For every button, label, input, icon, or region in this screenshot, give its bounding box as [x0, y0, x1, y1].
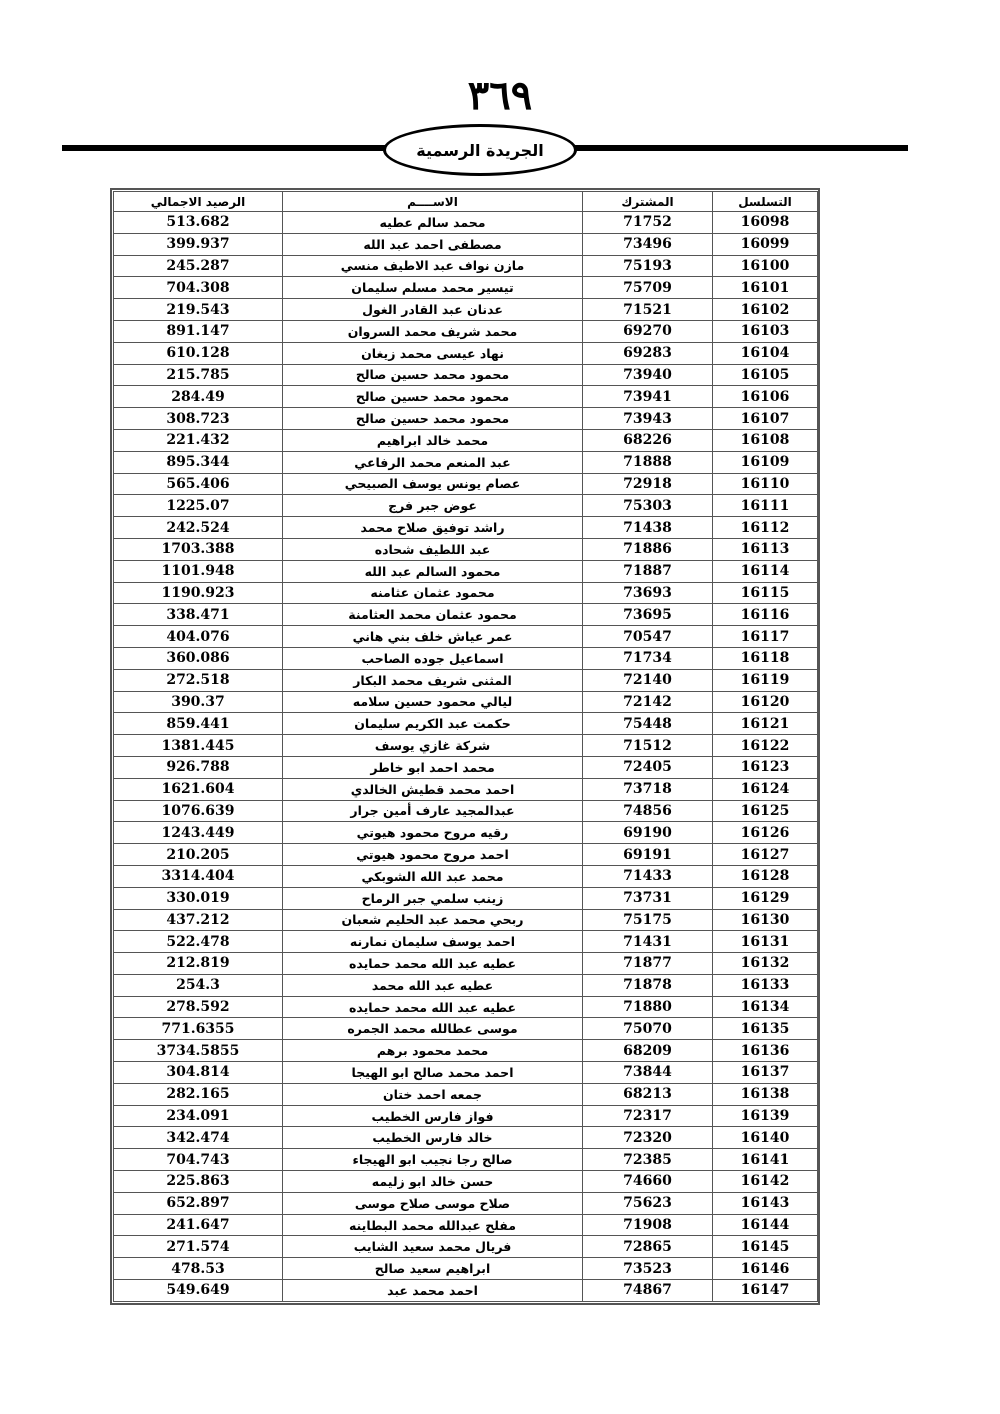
cell-seq: 16117: [713, 626, 818, 648]
cell-subscriber: 73695: [583, 604, 713, 626]
cell-subscriber: 74867: [583, 1280, 713, 1302]
cell-seq: 16121: [713, 713, 818, 735]
cell-name: عطيه عبد الله محمد حمايده: [283, 953, 583, 975]
cell-subscriber: 73523: [583, 1258, 713, 1280]
cell-balance: 308.723: [114, 408, 283, 430]
cell-name: ليالي محمود حسين سلامه: [283, 691, 583, 713]
cell-seq: 16135: [713, 1018, 818, 1040]
cell-name: نهاد عيسى محمد زيغان: [283, 342, 583, 364]
cell-balance: 1076.639: [114, 800, 283, 822]
table-row: [114, 1214, 818, 1236]
table-row: [114, 1062, 818, 1084]
cell-seq: 16146: [713, 1258, 818, 1280]
cell-subscriber: 71433: [583, 865, 713, 887]
gazette-title: الجريدة الرسمية: [416, 140, 544, 160]
cell-balance: 1101.948: [114, 560, 283, 582]
cell-seq: 16119: [713, 669, 818, 691]
table-row: [114, 1149, 818, 1171]
table-row: [114, 538, 818, 560]
cell-seq: 16144: [713, 1214, 818, 1236]
cell-subscriber: 72405: [583, 756, 713, 778]
cell-subscriber: 75709: [583, 277, 713, 299]
table-row: [114, 299, 818, 321]
cell-name: عصام يونس يوسف الصبيحي: [283, 473, 583, 495]
table-row: [114, 451, 818, 473]
cell-seq: 16127: [713, 844, 818, 866]
cell-name: عبدالمجيد عارف أمين جرار: [283, 800, 583, 822]
cell-seq: 16145: [713, 1236, 818, 1258]
cell-subscriber: 72865: [583, 1236, 713, 1258]
cell-balance: 241.647: [114, 1214, 283, 1236]
cell-name: ربحي محمد عبد الحليم شعبان: [283, 909, 583, 931]
cell-subscriber: 73943: [583, 408, 713, 430]
cell-name: عطيه عبد الله محمد حمايده: [283, 996, 583, 1018]
cell-seq: 16109: [713, 451, 818, 473]
cell-name: احمد يوسف سليمان نمارنه: [283, 931, 583, 953]
cell-seq: 16123: [713, 756, 818, 778]
table-row: [114, 909, 818, 931]
cell-balance: 926.788: [114, 756, 283, 778]
cell-balance: 891.147: [114, 320, 283, 342]
cell-name: ابراهيم سعيد صالح: [283, 1258, 583, 1280]
cell-balance: 304.814: [114, 1062, 283, 1084]
cell-name: خالد فارس الخطيب: [283, 1127, 583, 1149]
cell-seq: 16106: [713, 386, 818, 408]
cell-subscriber: 71888: [583, 451, 713, 473]
cell-name: حسن خالد ابو زليمه: [283, 1171, 583, 1193]
cell-balance: 704.743: [114, 1149, 283, 1171]
cell-balance: 549.649: [114, 1280, 283, 1302]
table-row: [114, 996, 818, 1018]
cell-balance: 404.076: [114, 626, 283, 648]
cell-seq: 16147: [713, 1280, 818, 1302]
cell-balance: 210.205: [114, 844, 283, 866]
table-row: [114, 1280, 818, 1302]
cell-subscriber: 69191: [583, 844, 713, 866]
cell-name: عبد اللطيف شحاده: [283, 538, 583, 560]
cell-subscriber: 68226: [583, 429, 713, 451]
cell-balance: 513.682: [114, 212, 283, 234]
table-row: [114, 1258, 818, 1280]
table-row: [114, 320, 818, 342]
table-row: [114, 713, 818, 735]
cell-seq: 16101: [713, 277, 818, 299]
cell-subscriber: 71752: [583, 212, 713, 234]
cell-balance: 478.53: [114, 1258, 283, 1280]
cell-name: محمد خالد ابراهيم: [283, 429, 583, 451]
cell-name: حكمت عبد الكريم سليمان: [283, 713, 583, 735]
cell-name: محمود السالم عبد الله: [283, 560, 583, 582]
cell-subscriber: 73496: [583, 233, 713, 255]
cell-subscriber: 73844: [583, 1062, 713, 1084]
table-header-row: [114, 192, 818, 212]
table-row: [114, 887, 818, 909]
table-row: [114, 756, 818, 778]
table-row: [114, 560, 818, 582]
cell-name: عبد المنعم محمد الرفاعي: [283, 451, 583, 473]
cell-name: محمد احمد ابو خاطر: [283, 756, 583, 778]
cell-name: محمود محمد حسين صالح: [283, 364, 583, 386]
cell-seq: 16105: [713, 364, 818, 386]
cell-balance: 3734.5855: [114, 1040, 283, 1062]
table-row: [114, 974, 818, 996]
cell-seq: 16102: [713, 299, 818, 321]
table-row: [114, 342, 818, 364]
cell-name: جمعه احمد ختان: [283, 1083, 583, 1105]
cell-balance: 330.019: [114, 887, 283, 909]
cell-name: محمد محمود برهم: [283, 1040, 583, 1062]
table-row: [114, 669, 818, 691]
cell-name: احمد محمد صالح ابو الهيجا: [283, 1062, 583, 1084]
cell-balance: 282.165: [114, 1083, 283, 1105]
cell-name: تيسير محمد مسلم سليمان: [283, 277, 583, 299]
cell-subscriber: 72142: [583, 691, 713, 713]
cell-balance: 390.37: [114, 691, 283, 713]
cell-subscriber: 72385: [583, 1149, 713, 1171]
cell-seq: 16126: [713, 822, 818, 844]
cell-seq: 16142: [713, 1171, 818, 1193]
cell-balance: 1190.923: [114, 582, 283, 604]
cell-balance: 1225.07: [114, 495, 283, 517]
cell-balance: 254.3: [114, 974, 283, 996]
header-name: الاســــم: [283, 192, 583, 212]
cell-seq: 16129: [713, 887, 818, 909]
table-row: [114, 1105, 818, 1127]
cell-seq: 16103: [713, 320, 818, 342]
table-row: [114, 778, 818, 800]
cell-balance: 704.308: [114, 277, 283, 299]
table-row: [114, 277, 818, 299]
header-balance: الرصيد الاجمالي: [114, 192, 283, 212]
cell-subscriber: 75175: [583, 909, 713, 931]
cell-subscriber: 75623: [583, 1192, 713, 1214]
cell-seq: 16125: [713, 800, 818, 822]
table-row: [114, 953, 818, 975]
cell-name: شركة غازي يوسف: [283, 735, 583, 757]
table-row: [114, 822, 818, 844]
cell-seq: 16136: [713, 1040, 818, 1062]
cell-subscriber: 73941: [583, 386, 713, 408]
cell-seq: 16140: [713, 1127, 818, 1149]
table-row: [114, 844, 818, 866]
table-row: [114, 517, 818, 539]
cell-subscriber: 75070: [583, 1018, 713, 1040]
cell-seq: 16113: [713, 538, 818, 560]
cell-balance: 565.406: [114, 473, 283, 495]
cell-name: محمود محمد حسين صالح: [283, 386, 583, 408]
cell-seq: 16108: [713, 429, 818, 451]
table-row: [114, 931, 818, 953]
cell-subscriber: 71908: [583, 1214, 713, 1236]
cell-subscriber: 71886: [583, 538, 713, 560]
cell-seq: 16143: [713, 1192, 818, 1214]
cell-seq: 16116: [713, 604, 818, 626]
cell-subscriber: 75193: [583, 255, 713, 277]
cell-name: عمر عياش خلف بني هاني: [283, 626, 583, 648]
cell-seq: 16128: [713, 865, 818, 887]
cell-name: مصطفى احمد عبد الله: [283, 233, 583, 255]
gazette-title-oval: [383, 124, 577, 176]
cell-balance: 437.212: [114, 909, 283, 931]
cell-subscriber: 69283: [583, 342, 713, 364]
cell-name: محمود محمد حسين صالح: [283, 408, 583, 430]
cell-seq: 16138: [713, 1083, 818, 1105]
table-row: [114, 647, 818, 669]
cell-subscriber: 70547: [583, 626, 713, 648]
cell-seq: 16124: [713, 778, 818, 800]
cell-name: محمد عبد الله الشوبكي: [283, 865, 583, 887]
table-row: [114, 691, 818, 713]
cell-name: المثنى شريف محمد البكار: [283, 669, 583, 691]
cell-balance: 342.474: [114, 1127, 283, 1149]
cell-name: عوض جبر فرج: [283, 495, 583, 517]
cell-balance: 1621.604: [114, 778, 283, 800]
cell-seq: 16141: [713, 1149, 818, 1171]
cell-subscriber: 73693: [583, 582, 713, 604]
cell-balance: 522.478: [114, 931, 283, 953]
cell-subscriber: 71887: [583, 560, 713, 582]
cell-balance: 895.344: [114, 451, 283, 473]
cell-balance: 219.543: [114, 299, 283, 321]
cell-seq: 16139: [713, 1105, 818, 1127]
cell-subscriber: 69270: [583, 320, 713, 342]
cell-balance: 360.086: [114, 647, 283, 669]
cell-seq: 16112: [713, 517, 818, 539]
cell-name: احمد مروح محمود هيوتي: [283, 844, 583, 866]
cell-seq: 16130: [713, 909, 818, 931]
cell-name: راشد توفيق صلاح محمد: [283, 517, 583, 539]
cell-balance: 1703.388: [114, 538, 283, 560]
table-row: [114, 582, 818, 604]
cell-balance: 399.937: [114, 233, 283, 255]
cell-seq: 16107: [713, 408, 818, 430]
table-row: [114, 473, 818, 495]
cell-subscriber: 73731: [583, 887, 713, 909]
page-number: ٣٦٩: [467, 72, 533, 119]
cell-balance: 1381.445: [114, 735, 283, 757]
cell-name: احمد محمد عبد: [283, 1280, 583, 1302]
cell-balance: 859.441: [114, 713, 283, 735]
cell-name: محمد سالم عطيه: [283, 212, 583, 234]
table-row: [114, 1018, 818, 1040]
cell-seq: 16099: [713, 233, 818, 255]
cell-seq: 16120: [713, 691, 818, 713]
table-row: [114, 865, 818, 887]
cell-balance: 271.574: [114, 1236, 283, 1258]
table-row: [114, 1040, 818, 1062]
cell-balance: 771.6355: [114, 1018, 283, 1040]
cell-balance: 284.49: [114, 386, 283, 408]
table-row: [114, 212, 818, 234]
table-row: [114, 255, 818, 277]
cell-name: محمد شريف محمد السروان: [283, 320, 583, 342]
cell-name: عطيه عبد الله محمد: [283, 974, 583, 996]
table-row: [114, 626, 818, 648]
table-row: [114, 429, 818, 451]
table-row: [114, 1083, 818, 1105]
subscribers-table-frame: [110, 188, 820, 1305]
cell-name: رقيه مروح محمود هيوتي: [283, 822, 583, 844]
cell-seq: 16098: [713, 212, 818, 234]
table-row: [114, 1236, 818, 1258]
cell-seq: 16122: [713, 735, 818, 757]
cell-seq: 16111: [713, 495, 818, 517]
cell-name: فواز فارس الخطيب: [283, 1105, 583, 1127]
cell-balance: 652.897: [114, 1192, 283, 1214]
cell-subscriber: 68213: [583, 1083, 713, 1105]
cell-seq: 16133: [713, 974, 818, 996]
cell-balance: 212.819: [114, 953, 283, 975]
cell-subscriber: 68209: [583, 1040, 713, 1062]
cell-subscriber: 72317: [583, 1105, 713, 1127]
cell-seq: 16131: [713, 931, 818, 953]
cell-balance: 242.524: [114, 517, 283, 539]
cell-balance: 278.592: [114, 996, 283, 1018]
cell-subscriber: 72140: [583, 669, 713, 691]
cell-subscriber: 71438: [583, 517, 713, 539]
cell-seq: 16100: [713, 255, 818, 277]
table-row: [114, 1171, 818, 1193]
table-body: [114, 212, 818, 1302]
cell-balance: 225.863: [114, 1171, 283, 1193]
cell-subscriber: 74856: [583, 800, 713, 822]
cell-seq: 16132: [713, 953, 818, 975]
cell-subscriber: 69190: [583, 822, 713, 844]
cell-seq: 16137: [713, 1062, 818, 1084]
table-row: [114, 364, 818, 386]
table-row: [114, 386, 818, 408]
table-row: [114, 604, 818, 626]
cell-subscriber: 72320: [583, 1127, 713, 1149]
header-seq: التسلسل: [713, 192, 818, 212]
cell-subscriber: 71521: [583, 299, 713, 321]
cell-subscriber: 74660: [583, 1171, 713, 1193]
cell-name: موسى عطالله محمد الجمره: [283, 1018, 583, 1040]
cell-seq: 16110: [713, 473, 818, 495]
cell-name: اسماعيل جوده الصاحب: [283, 647, 583, 669]
cell-seq: 16114: [713, 560, 818, 582]
cell-balance: 338.471: [114, 604, 283, 626]
cell-subscriber: 71431: [583, 931, 713, 953]
table-row: [114, 1192, 818, 1214]
table-row: [114, 1127, 818, 1149]
cell-name: صالح رجا نجيب ابو الهيجاء: [283, 1149, 583, 1171]
cell-balance: 272.518: [114, 669, 283, 691]
cell-name: زينب سلمي جبر الرماح: [283, 887, 583, 909]
cell-subscriber: 71878: [583, 974, 713, 996]
cell-subscriber: 71880: [583, 996, 713, 1018]
table-row: [114, 408, 818, 430]
cell-subscriber: 72918: [583, 473, 713, 495]
cell-balance: 1243.449: [114, 822, 283, 844]
header-subscriber: المشترك: [583, 192, 713, 212]
cell-balance: 215.785: [114, 364, 283, 386]
cell-name: عدنان عبد القادر الغول: [283, 299, 583, 321]
cell-balance: 610.128: [114, 342, 283, 364]
cell-subscriber: 71512: [583, 735, 713, 757]
cell-balance: 245.287: [114, 255, 283, 277]
cell-subscriber: 75448: [583, 713, 713, 735]
cell-balance: 3314.404: [114, 865, 283, 887]
cell-seq: 16115: [713, 582, 818, 604]
cell-seq: 16118: [713, 647, 818, 669]
table-row: [114, 800, 818, 822]
cell-name: محمود عثمان عثامنه: [283, 582, 583, 604]
cell-name: احمد محمد قطيش الخالدي: [283, 778, 583, 800]
cell-balance: 234.091: [114, 1105, 283, 1127]
cell-seq: 16104: [713, 342, 818, 364]
table-row: [114, 495, 818, 517]
cell-subscriber: 75303: [583, 495, 713, 517]
cell-subscriber: 73940: [583, 364, 713, 386]
cell-balance: 221.432: [114, 429, 283, 451]
table-row: [114, 735, 818, 757]
cell-name: صلاح موسى صلاح موسى: [283, 1192, 583, 1214]
cell-name: مازن نواف عبد الاطيف منسي: [283, 255, 583, 277]
cell-seq: 16134: [713, 996, 818, 1018]
cell-name: محمود عثمان محمد العثامنة: [283, 604, 583, 626]
table-row: [114, 233, 818, 255]
cell-name: فريال محمد سعيد الشايب: [283, 1236, 583, 1258]
cell-name: مفلح عبدالله محمد البطاينه: [283, 1214, 583, 1236]
cell-subscriber: 71877: [583, 953, 713, 975]
cell-subscriber: 73718: [583, 778, 713, 800]
cell-subscriber: 71734: [583, 647, 713, 669]
subscribers-table: [113, 191, 818, 1302]
